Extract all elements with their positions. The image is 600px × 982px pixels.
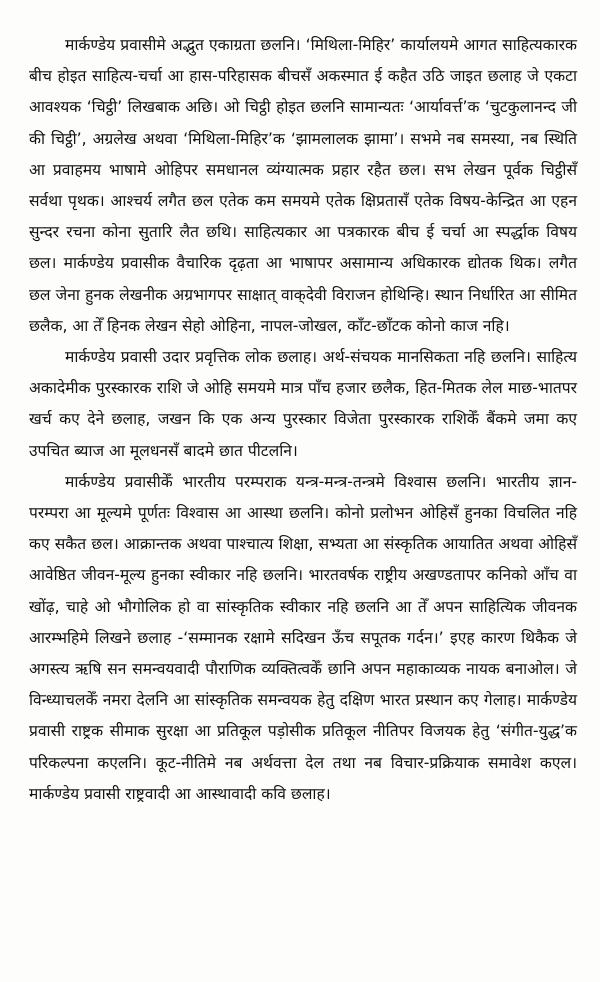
paragraph-generosity: मार्कण्डेय प्रवासी उदार प्रवृत्तिक लोक छलाह। अर्थ-संचयक मानसिकता नहि छलनि। साहित्य अकादेमीक पुरस्कारक राशि जे ओहि समयमे मात्र पाँच हजार छलैक, हित-मितक लेल माछ-भातपर खर्च कए देने छलाह, जखन कि एक अन्य पुरस्कार विजेता पुरस्कारक राशिकेँ बैंकमे जमा कए उपचित ब्याज आ मूलधनसँ बादमे छात पीटलनि। <box>29 348 577 460</box>
paragraph-tradition-faith: मार्कण्डेय प्रवासीकेँ भारतीय परम्पराक यन्त्र-मन्त्र-तन्त्रमे विश्वास छलनि। भारतीय ज्ञान-परम्परा आ मूल्यमे पूर्णतः विश्वास आ आस्था छलनि। कोनो प्रलोभन ओहिसँ हुनका विचलित नहि कए सकैत छल। आक्रान्तक अथवा पाश्चात्य शिक्षा, सभ्यता आ संस्कृतिक आयातित अथवा ओहिसँ आवेष्ठित जीवन-मूल्य हुनका स्वीकार नहि छलनि। भारतवर्षक राष्ट्रीय अखण्डतापर कनिको आँच वा खोंढ़, चाहे ओ भौगोलिक हो वा सांस्कृतिक स्वीकार नहि छलनि आ तेँ अपन साहित्यिक जीवनक आरम्भहिमे लिखने छलाह -‘सम्मानक रक्षामे सदिखन ऊँच सपूतक गर्दन।’ इएह कारण थिकैक जे अगस्त्य ऋषि सन समन्वयवादी पौराणिक व्यक्तित्वकेँ छानि अपन महाकाव्यक नायक बनाओल। जे विन्ध्याचलकेँ नमरा देलनि आ सांस्कृतिक समन्वयक हेतु दक्षिण भारत प्रस्थान कए गेलाह। मार्कण्डेय प्रवासी राष्ट्रक सीमाक सुरक्षा आ प्रतिकूल पड़ोसीक प्रतिकूल नीतिपर विजयक हेतु ‘संगीत-युद्ध’क परिकल्पना कएलनि। कूट-नीतिमे नब अर्थवत्ता देल तथा नब विचार-प्रक्रियाक समावेश कएल। मार्कण्डेय प्रवासी राष्ट्रवादी आ आस्थावादी कवि छलाह। <box>29 472 577 803</box>
paragraph-writing-focus: मार्कण्डेय प्रवासीमे अद्भुत एकाग्रता छलनि। ‘मिथिला-मिहिर’ कार्यालयमे आगत साहित्यकारक बीच होइत साहित्य-चर्चा आ हास-परिहासक बीचसँ अकस्मात ई कहैत उठि जाइत छलाह जे एकटा आवश्यक ‘चिट्ठी’ लिखबाक अछि। ओ चिट्ठी होइत छलनि सामान्यतः ‘आर्यावर्त्त’क ‘चुटकुलानन्द जी की चिट्ठी’, अग्रलेख अथवा ‘मिथिला-मिहिर’क ‘झामलालक झामा’। सभमे नब समस्या, नब स्थिति आ प्रवाहमय भाषामे ओहिपर समधानल व्यंग्यात्मक प्रहार रहैत छल। सभ लेखन पूर्वक चिट्ठीसँ सर्वथा पृथक। आश्चर्य लगैत छल एतेक कम समयमे एतेक क्षिप्रतासँ एतेक विषय-केन्द्रित आ एहन सुन्दर रचना कोना सुतारि लैत छथि। साहित्यकार आ पत्रकारक बीच ई चर्चा आ स्पर्द्धाक विषय छल। मार्कण्डेय प्रवासीक वैचारिक दृढ़ता आ भाषापर असामान्य अधिकारक द्योतक थिक। लगैत छल जेना हुनक लेखनीक अग्रभागपर साक्षात् वाक्‌देवी विराजन होथिन्हि। स्थान निर्धारित आ सीमित छलैक, आ तेँ हिनक लेखन सेहो ओहिना, नापल-जोखल, काँट-छाँटक कोनो काज नहि। <box>29 36 577 335</box>
page-body <box>29 30 577 810</box>
